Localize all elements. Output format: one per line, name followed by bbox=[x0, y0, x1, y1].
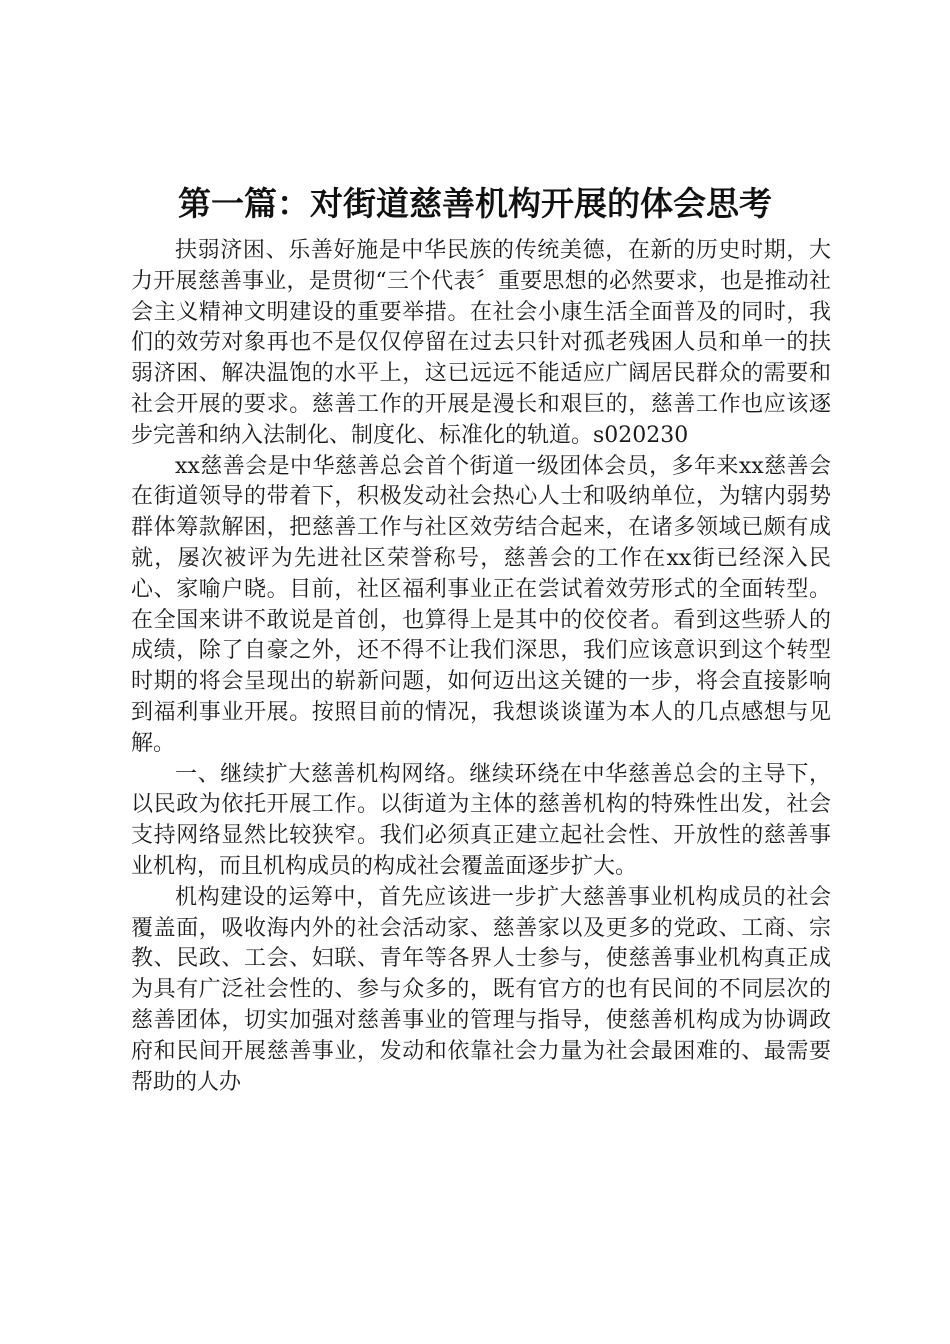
document-body bbox=[131, 236, 831, 1098]
paragraph: 一、继续扩大慈善机构网络。继续环绕在中华慈善总会的主导下，以民政为依托开展工作。以街道为主体的慈善机构的特殊性出发，社会支持网络显然比较狭窄。我们必须真正建立起社会性、开放性的慈善事业机构，而且机构成员的构成社会覆盖面逐步扩大。 bbox=[131, 761, 831, 879]
document-title: 第一篇：对街道慈善机构开展的体会思考 bbox=[178, 184, 772, 223]
paragraph: 机构建设的运筹中，首先应该进一步扩大慈善事业机构成员的社会覆盖面，吸收海内外的社会活动家、慈善家以及更多的党政、工商、宗教、民政、工会、妇联、青年等各界人士参与，使慈善事业机构真正成为具有广泛社会性的、参与众多的，既有官方的也有民间的不同层次的慈善团体，切实加强对慈善事业的管理与指导，使慈善机构成为协调政府和民间开展慈善事业，发动和依靠社会力量为社会最困难的、最需要帮助的人办 bbox=[131, 884, 831, 1095]
paragraph: 扶弱济困、乐善好施是中华民族的传统美德，在新的历史时期，大力开展慈善事业，是贯彻“三个代表〞重要思想的必然要求，也是推动社会主义精神文明建设的重要举措。在社会小康生活全面普及的同时，我们的效劳对象再也不是仅仅停留在过去只针对孤老残困人员和单一的扶弱济困、解决温饱的水平上，这已远远不能适应广阔居民群众的需要和社会开展的要求。慈善工作的开展是漫长和艰巨的，慈善工作也应该逐步完善和纳入法制化、制度化、标准化的轨道。s020230 bbox=[131, 238, 831, 448]
paragraph: xx慈善会是中华慈善总会首个街道一级团体会员，多年来xx慈善会在街道领导的带着下，积极发动社会热心人士和吸纳单位，为辖内弱势群体筹款解困，把慈善工作与社区效劳结合起来，在诸多领域已颇有成就，屡次被评为先进社区荣誉称号，慈善会的工作在xx街已经深入民心、家喻户晓。目前，社区福利事业正在尝试着效劳形式的全面转型。在全国来讲不敢说是首创，也算得上是其中的佼佼者。看到这些骄人的成绩，除了自豪之外，还不得不让我们深思，我们应该意识到这个转型时期的将会呈现出的崭新问题，如何迈出这关键的一步，将会直接影响到福利事业开展。按照目前的情况，我想谈谈谨为本人的几点感想与见解。 bbox=[131, 453, 831, 756]
